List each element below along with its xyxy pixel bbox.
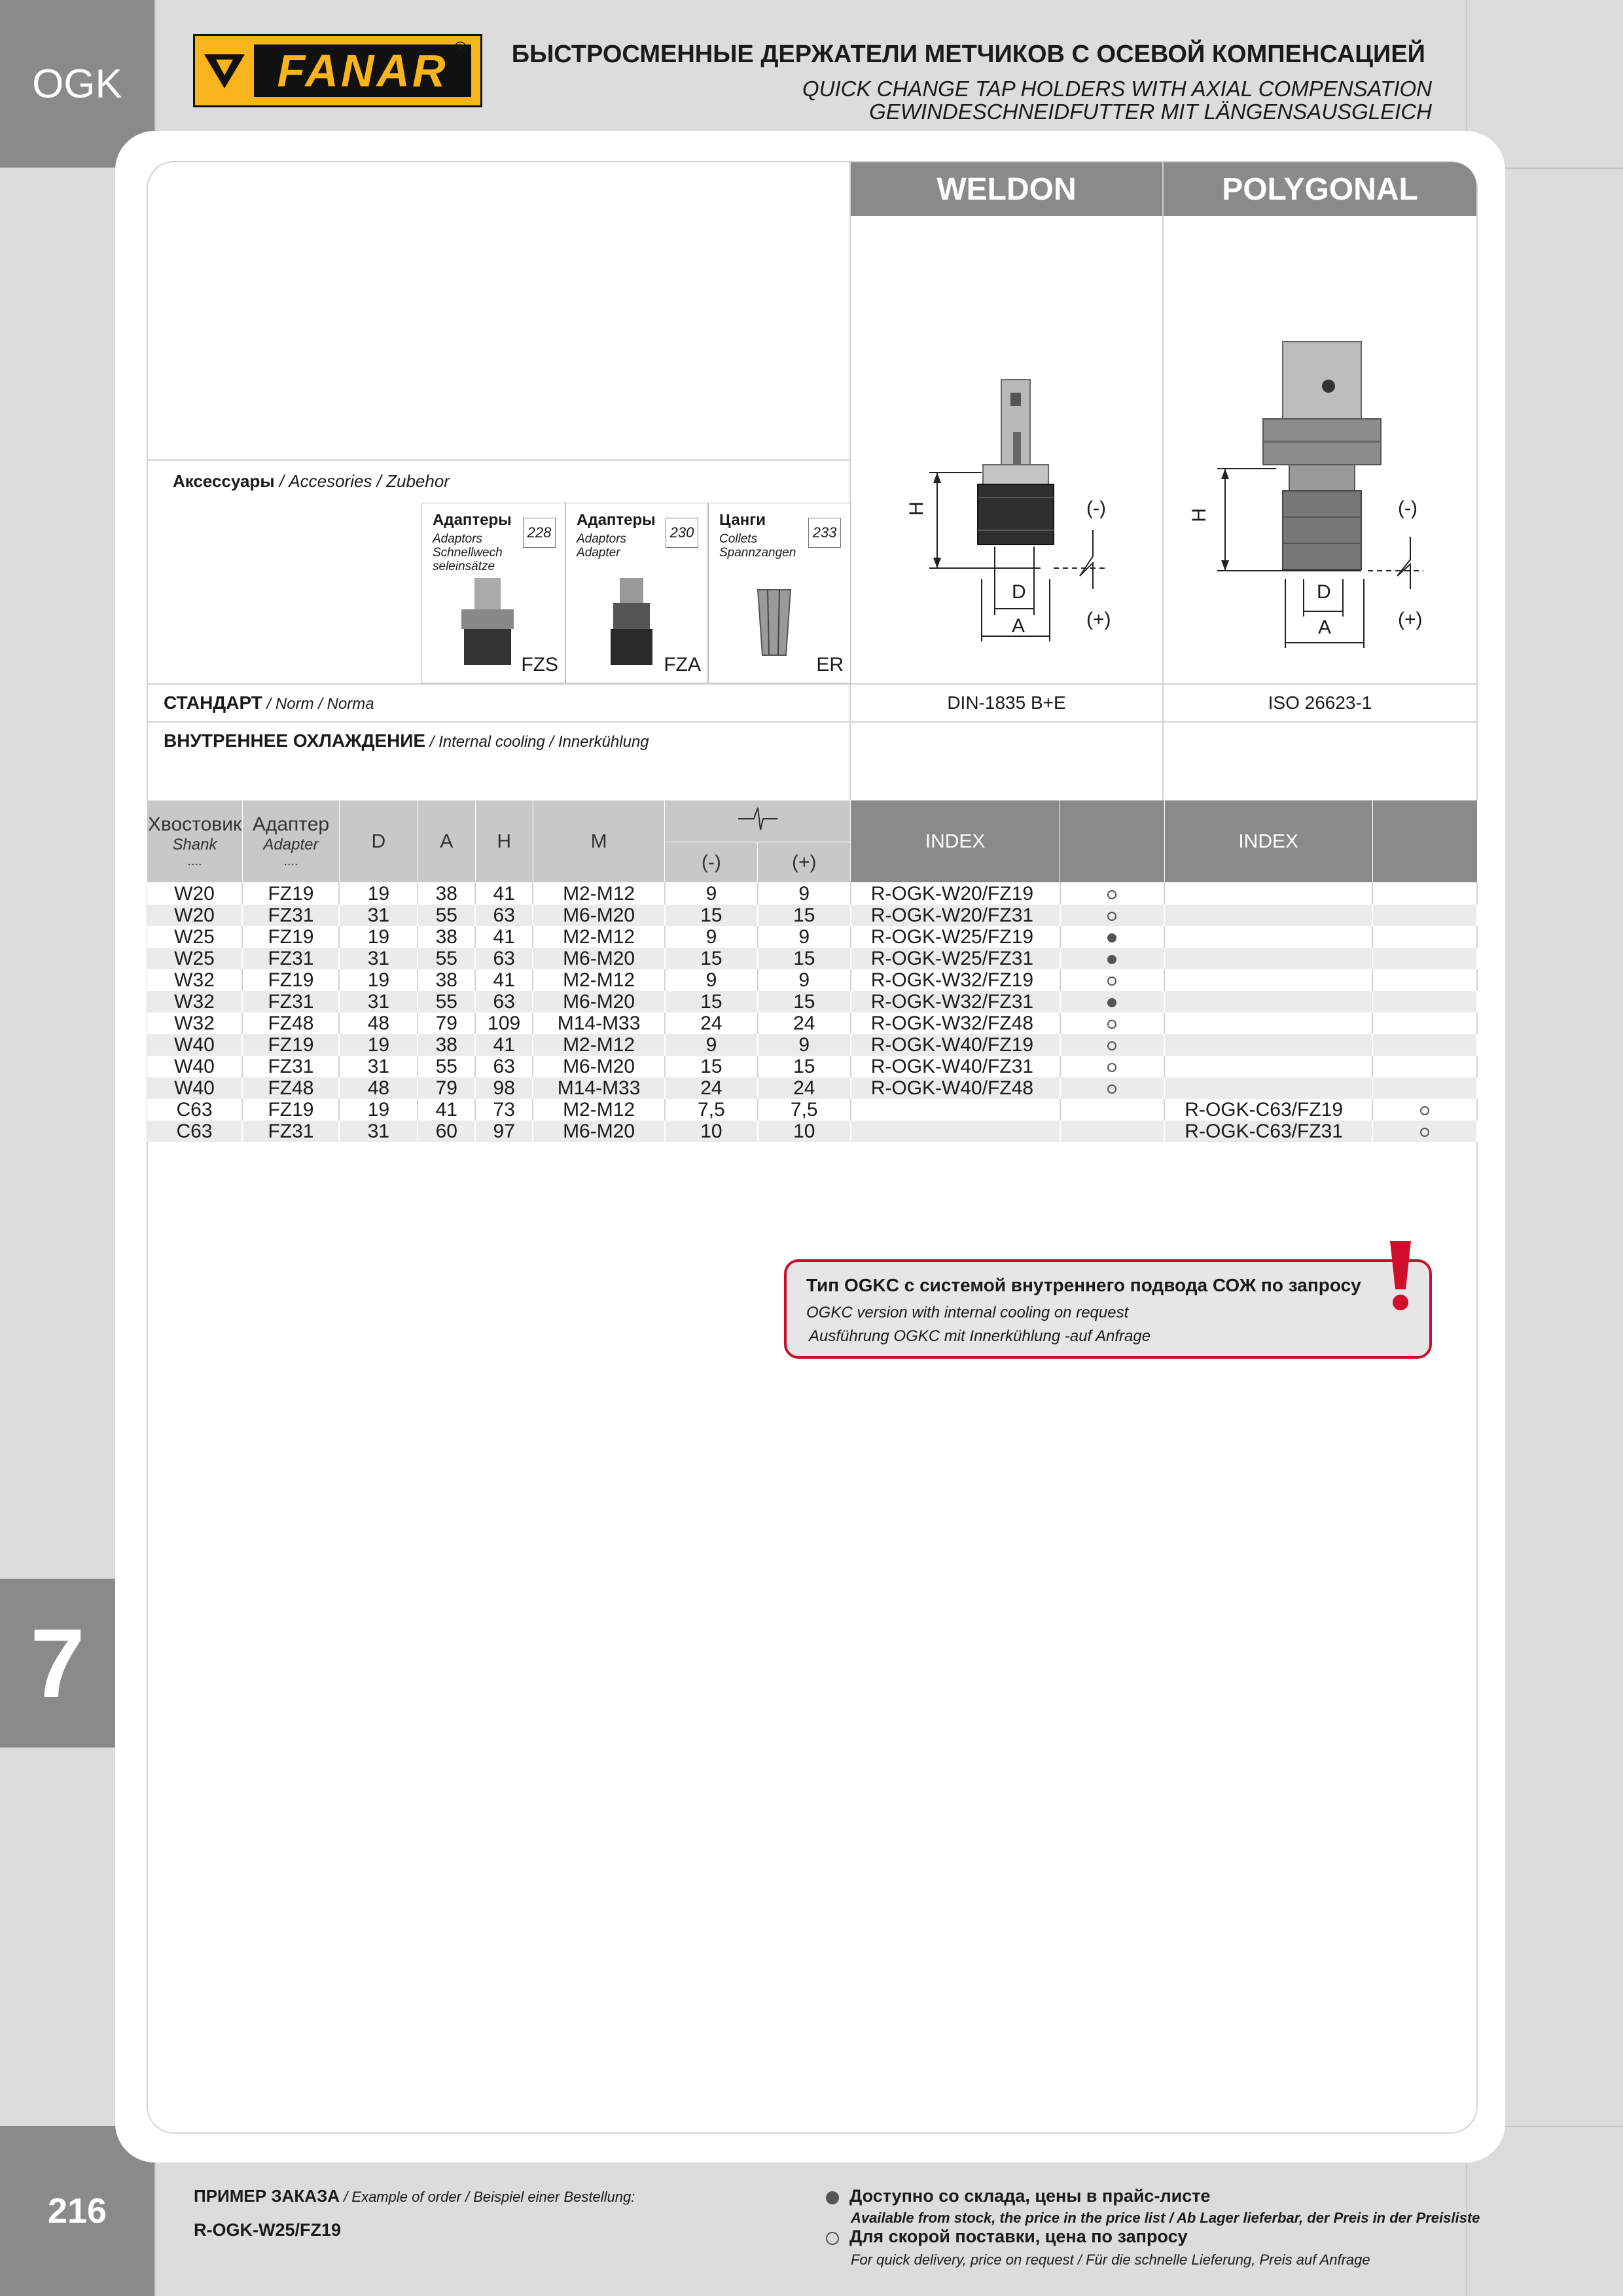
standard-label-ru: СТАНДАРТ [164, 692, 262, 713]
header-adapter-ru: Адаптер [252, 814, 330, 835]
cell-index [1164, 883, 1372, 905]
cell-m: M6-M20 [533, 991, 665, 1013]
cell-h: 97 [475, 1121, 533, 1142]
cell-shank: W40 [147, 1034, 243, 1056]
stock-dot-icon [1107, 955, 1116, 964]
cell-d: 31 [339, 1056, 418, 1077]
cell-availability [1372, 1056, 1477, 1077]
cell-shank: W32 [147, 991, 243, 1013]
cell-adapter: FZ19 [242, 883, 339, 905]
cell-adapter: FZ31 [242, 991, 339, 1013]
standard-label-sub: / Norm / Norma [262, 695, 374, 713]
cell-m: M6-M20 [533, 905, 665, 926]
table-row[interactable] [147, 1121, 1478, 1142]
cell-a: 79 [418, 1013, 475, 1034]
cell-index [1164, 991, 1372, 1013]
cooling-label-ru: ВНУТРЕННЕЕ ОХЛАЖДЕНИЕ [164, 730, 426, 751]
polygonal-dim-h: H [1188, 508, 1210, 522]
cell-minus: 15 [665, 991, 758, 1013]
cell-minus: 15 [665, 1056, 758, 1077]
cell-adapter: FZ48 [242, 1077, 339, 1099]
cell-plus: 7,5 [758, 1099, 851, 1121]
cell-adapter: FZ31 [242, 948, 339, 969]
row-separator [147, 721, 1478, 723]
accessory-sub: Adaptors Schnellwech seleinsätze [433, 532, 503, 573]
cell-adapter: FZ31 [242, 905, 339, 926]
cell-h: 109 [475, 1013, 533, 1034]
header-avail-polygonal [1372, 800, 1477, 883]
cell-h: 63 [475, 948, 533, 969]
right-bottom-line [1505, 2126, 1623, 2127]
order-example-sub: / Example of order / Beispiel einer Bestellung: [340, 2189, 635, 2205]
cell-plus: 15 [758, 948, 851, 969]
cell-d: 19 [339, 883, 418, 905]
cell-plus: 24 [758, 1077, 851, 1099]
cell-shank: C63 [147, 1099, 243, 1121]
weldon-plus-label: (+) [1086, 609, 1111, 630]
cell-index: R-OGK-W32/FZ19 [851, 969, 1060, 991]
adapter-fza-image [599, 577, 664, 668]
row-separator [147, 683, 1478, 685]
header-adapter-dots: .... [283, 854, 298, 869]
cell-d: 19 [339, 926, 418, 948]
cell-availability [1372, 1077, 1477, 1099]
adapter-fzs-image [455, 577, 520, 668]
cell-index [1164, 969, 1372, 991]
cell-minus: 24 [665, 1013, 758, 1034]
note-line-en: OGKC version with internal cooling on request [806, 1304, 1129, 1321]
cell-adapter: FZ19 [242, 1034, 339, 1056]
cell-availability [1060, 926, 1165, 948]
stock-dot-icon [1107, 998, 1116, 1007]
cell-d: 31 [339, 1121, 418, 1142]
cell-shank: W32 [147, 1013, 243, 1034]
accessory-card-er[interactable] [708, 503, 851, 683]
section-tab[interactable]: OGK [0, 0, 154, 168]
cell-shank: W25 [147, 948, 243, 969]
cell-a: 41 [418, 1099, 475, 1121]
cell-availability [1060, 883, 1165, 905]
header-d: D [339, 800, 418, 883]
page-title-en: QUICK CHANGE TAP HOLDERS WITH AXIAL COMPENSATION [802, 77, 1432, 101]
cell-d: 48 [339, 1077, 418, 1099]
cell-index [1164, 926, 1372, 948]
cell-plus: 15 [758, 905, 851, 926]
accessory-code: ER [816, 654, 844, 675]
accessory-code: FZS [521, 654, 558, 675]
cell-availability [1372, 883, 1477, 905]
cell-shank: W32 [147, 969, 243, 991]
order-dot-icon [1420, 1128, 1429, 1137]
cell-adapter: FZ48 [242, 1013, 339, 1034]
cell-index: R-OGK-W25/FZ19 [851, 926, 1060, 948]
cell-adapter: FZ19 [242, 926, 339, 948]
cell-a: 79 [418, 1077, 475, 1099]
cell-d: 31 [339, 905, 418, 926]
cell-minus: 7,5 [665, 1099, 758, 1121]
weldon-dim-a: A [1012, 615, 1026, 637]
polygonal-dim-d: D [1317, 581, 1331, 603]
registered-mark: ® [454, 38, 467, 58]
order-dot-icon [1107, 1085, 1116, 1094]
cell-h: 63 [475, 905, 533, 926]
cell-index [1164, 905, 1372, 926]
cell-adapter: FZ19 [242, 1099, 339, 1121]
cell-availability [1372, 969, 1477, 991]
cell-minus: 15 [665, 948, 758, 969]
cell-h: 73 [475, 1099, 533, 1121]
table-row[interactable] [147, 1034, 1478, 1056]
accessory-card-fzs[interactable] [421, 503, 565, 683]
table-row[interactable] [147, 1013, 1478, 1034]
legend-filled-sub: Available from stock, the price in the price list / Ab Lager lieferbar, der Preis in der Preisliste [851, 2210, 1480, 2226]
order-dot-icon [1420, 1106, 1429, 1115]
weldon-minus-label: (-) [1086, 497, 1106, 519]
cell-availability [1060, 905, 1165, 926]
cell-index [1164, 1077, 1372, 1099]
cell-availability [1372, 1121, 1477, 1142]
header-adapter [242, 800, 339, 883]
cell-index: R-OGK-C63/FZ31 [1164, 1121, 1372, 1142]
cooling-label-sub: / Internal cooling / Innerkühlung [425, 733, 649, 751]
cell-availability [1372, 1099, 1477, 1121]
weldon-dim-h: H [905, 501, 927, 516]
cell-shank: W40 [147, 1056, 243, 1077]
cell-availability [1060, 1077, 1165, 1099]
header-index-polygonal: INDEX [1164, 800, 1372, 883]
cell-minus: 24 [665, 1077, 758, 1099]
cell-minus: 9 [665, 969, 758, 991]
cell-availability [1060, 1099, 1165, 1121]
brand-logo [193, 34, 482, 107]
cell-m: M2-M12 [533, 883, 665, 905]
standard-weldon: DIN-1835 B+E [947, 692, 1066, 713]
cell-h: 63 [475, 1056, 533, 1077]
order-dot-icon [1107, 1063, 1116, 1072]
header-shank-dots: .... [187, 854, 202, 869]
table-row[interactable] [147, 991, 1478, 1013]
cell-a: 55 [418, 905, 475, 926]
cell-h: 41 [475, 1034, 533, 1056]
legend-filled-dot-icon [826, 2191, 839, 2204]
legend-open-sub: For quick delivery, price on request / Für die schnelle Lieferung, Preis auf Anfrage [851, 2251, 1370, 2268]
cell-m: M2-M12 [533, 926, 665, 948]
cell-index [1164, 1056, 1372, 1077]
cell-index: R-OGK-W32/FZ48 [851, 1013, 1060, 1034]
standard-polygonal: ISO 26623-1 [1268, 692, 1372, 713]
cell-a: 55 [418, 1056, 475, 1077]
note-line-ru: Тип OGKC с системой внутреннего подвода СОЖ по запросу [806, 1275, 1361, 1295]
header-avail-weldon [1060, 800, 1165, 883]
page-number: 216 [0, 2126, 154, 2296]
cell-availability [1372, 948, 1477, 969]
cell-plus: 24 [758, 1013, 851, 1034]
cell-d: 19 [339, 969, 418, 991]
cell-shank: W20 [147, 883, 243, 905]
chapter-number-tab[interactable]: 7 [0, 1579, 115, 1748]
cell-h: 98 [475, 1077, 533, 1099]
cell-availability [1060, 1056, 1165, 1077]
cell-index [1164, 1013, 1372, 1034]
cell-plus: 9 [758, 1034, 851, 1056]
cell-plus: 10 [758, 1121, 851, 1142]
cell-a: 38 [418, 883, 475, 905]
cell-index: R-OGK-C63/FZ19 [1164, 1099, 1372, 1121]
cell-a: 38 [418, 969, 475, 991]
cell-plus: 9 [758, 926, 851, 948]
cell-index: R-OGK-W25/FZ31 [851, 948, 1060, 969]
cell-minus: 9 [665, 926, 758, 948]
order-dot-icon [1107, 1041, 1116, 1050]
accessory-sub: Collets Spannzangen [719, 532, 796, 560]
logo-wordmark: FANAR [254, 45, 471, 97]
header-a: A [418, 800, 475, 883]
order-example-ru: ПРИМЕР ЗАКАЗА [194, 2186, 340, 2206]
cell-availability [1372, 926, 1477, 948]
cell-availability [1060, 991, 1165, 1013]
order-dot-icon [1107, 1020, 1116, 1029]
header-adapter-sub: Adapter [263, 836, 319, 853]
row-separator [147, 459, 851, 461]
cooling-note [784, 1259, 1432, 1359]
cell-h: 41 [475, 926, 533, 948]
weldon-column-header: WELDON [851, 162, 1162, 216]
cell-shank: W25 [147, 926, 243, 948]
cell-h: 63 [475, 991, 533, 1013]
header-compensation [665, 800, 851, 842]
header-m: M [533, 800, 665, 883]
polygonal-dim-a: A [1318, 617, 1332, 638]
header-plus: (+) [758, 842, 851, 883]
cell-m: M14-M33 [533, 1077, 665, 1099]
standard-label [164, 692, 374, 713]
stock-dot-icon [1107, 933, 1116, 942]
cell-index: R-OGK-W20/FZ19 [851, 883, 1060, 905]
cell-m: M6-M20 [533, 948, 665, 969]
cell-a: 38 [418, 926, 475, 948]
cell-a: 55 [418, 948, 475, 969]
cell-index [1164, 948, 1372, 969]
cell-minus: 9 [665, 1034, 758, 1056]
cell-m: M6-M20 [533, 1121, 665, 1142]
header-index-weldon: INDEX [851, 800, 1060, 883]
cell-a: 38 [418, 1034, 475, 1056]
table-row[interactable] [147, 948, 1478, 969]
cell-availability [1060, 948, 1165, 969]
cell-availability [1372, 1013, 1477, 1034]
page-ref-icon[interactable]: 233 [808, 518, 841, 548]
legend-open-dot-icon [826, 2232, 839, 2245]
cell-d: 31 [339, 948, 418, 969]
accessories-title-sub: / Accesories / Zubehor [274, 471, 450, 491]
table-row[interactable] [147, 905, 1478, 926]
cell-minus: 9 [665, 883, 758, 905]
polygonal-plus-label: (+) [1398, 609, 1423, 630]
cell-adapter: FZ31 [242, 1056, 339, 1077]
cell-d: 48 [339, 1013, 418, 1034]
cell-index [851, 1099, 1060, 1121]
cell-index: R-OGK-W40/FZ19 [851, 1034, 1060, 1056]
cell-index: R-OGK-W40/FZ31 [851, 1056, 1060, 1077]
header-minus: (-) [665, 842, 758, 883]
cell-d: 31 [339, 991, 418, 1013]
order-dot-icon [1107, 977, 1116, 986]
cell-plus: 9 [758, 969, 851, 991]
order-dot-icon [1107, 890, 1116, 899]
accessory-name: Адаптеры [433, 511, 512, 529]
polygonal-column-header: POLYGONAL [1164, 162, 1476, 216]
table-row[interactable] [147, 969, 1478, 991]
cell-m: M2-M12 [533, 969, 665, 991]
cell-plus: 15 [758, 991, 851, 1013]
cell-plus: 9 [758, 883, 851, 905]
cell-index [851, 1121, 1060, 1142]
cell-m: M2-M12 [533, 1034, 665, 1056]
v-mark-icon [195, 36, 254, 105]
accessory-card-fza[interactable] [565, 503, 708, 683]
accessory-name: Цанги [719, 511, 766, 529]
cell-a: 60 [418, 1121, 475, 1142]
cell-availability [1060, 1034, 1165, 1056]
table-row[interactable] [147, 1099, 1478, 1121]
order-example-value: R-OGK-W25/FZ19 [194, 2220, 342, 2240]
cell-h: 41 [475, 969, 533, 991]
accessories-title [173, 471, 450, 492]
cell-adapter: FZ19 [242, 969, 339, 991]
collet-er-image [741, 577, 807, 668]
page-title-ru: БЫСТРОСМЕННЫЕ ДЕРЖАТЕЛИ МЕТЧИКОВ С ОСЕВОЙ КОМПЕНСАЦИЕЙ [511, 41, 1425, 68]
note-line-de: Ausführung OGKC mit Innerkühlung -auf Anfrage [809, 1327, 1151, 1345]
cell-availability [1060, 1013, 1165, 1034]
header-shank-sub: Shank [172, 836, 217, 853]
cell-shank: W40 [147, 1077, 243, 1099]
cell-index: R-OGK-W40/FZ48 [851, 1077, 1060, 1099]
cell-availability [1060, 969, 1165, 991]
cell-h: 41 [475, 883, 533, 905]
cooling-label [164, 730, 649, 751]
cell-d: 19 [339, 1099, 418, 1121]
cell-m: M6-M20 [533, 1056, 665, 1077]
cell-availability [1372, 1034, 1477, 1056]
order-example-label [194, 2186, 635, 2206]
legend-open-text: Для скорой поставки, цена по запросу [849, 2227, 1188, 2246]
cell-plus: 15 [758, 1056, 851, 1077]
table-row[interactable] [147, 1077, 1478, 1099]
cell-a: 55 [418, 991, 475, 1013]
cell-index [1164, 1034, 1372, 1056]
cell-index: R-OGK-W20/FZ31 [851, 905, 1060, 926]
cell-shank: W20 [147, 905, 243, 926]
cell-m: M14-M33 [533, 1013, 665, 1034]
product-table [147, 800, 1478, 1142]
cell-availability [1060, 1121, 1165, 1142]
polygonal-minus-label: (-) [1398, 497, 1418, 519]
weldon-dim-d: D [1012, 581, 1026, 603]
accessory-sub: Adaptors Adapter [577, 532, 627, 560]
header-h: H [475, 800, 533, 883]
accessory-code: FZA [664, 654, 701, 675]
page-title-de: GEWINDESCHNEIDFUTTER MIT LÄNGENSAUSGLEICH [869, 99, 1432, 124]
table-row[interactable] [147, 926, 1478, 948]
legend-filled-text: Доступно со склада, цены в прайс-листе [849, 2186, 1211, 2206]
page-ref-icon[interactable]: 230 [666, 518, 698, 548]
table-row[interactable] [147, 1056, 1478, 1077]
table-row[interactable] [147, 883, 1478, 905]
cell-availability [1372, 905, 1477, 926]
right-top-line [1505, 168, 1623, 169]
header-shank-ru: Хвостовик [147, 814, 242, 835]
accessories-title-ru: Аксессуары [173, 471, 275, 491]
cell-availability [1372, 991, 1477, 1013]
exclamation-icon [1381, 1238, 1420, 1320]
accessory-name: Адаптеры [577, 511, 656, 529]
cell-m: M2-M12 [533, 1099, 665, 1121]
cell-minus: 15 [665, 905, 758, 926]
cell-shank: C63 [147, 1121, 243, 1142]
cell-d: 19 [339, 1034, 418, 1056]
order-dot-icon [1107, 912, 1116, 921]
cell-index: R-OGK-W32/FZ31 [851, 991, 1060, 1013]
page-title-en-de [802, 77, 1432, 123]
cell-minus: 10 [665, 1121, 758, 1142]
cell-adapter: FZ31 [242, 1121, 339, 1142]
axial-compensation-icon [738, 802, 777, 835]
header-shank [147, 800, 243, 883]
page-ref-icon[interactable]: 228 [523, 518, 556, 548]
